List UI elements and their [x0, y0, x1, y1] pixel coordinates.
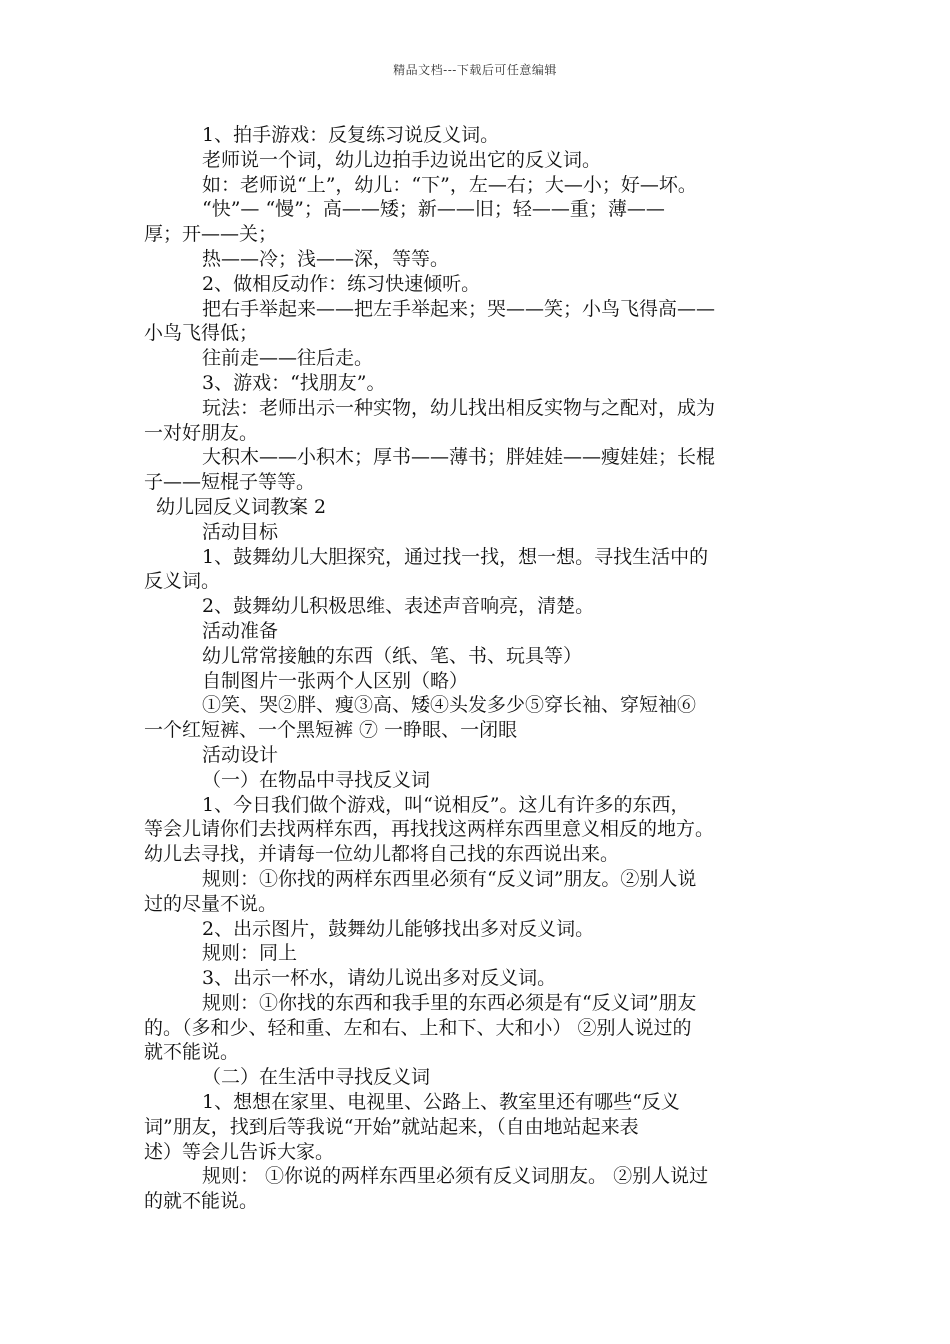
- text-line: “快”— “慢”；高——矮；新——旧；轻——重；薄——: [202, 198, 665, 221]
- text-line: 反义词。: [144, 570, 221, 593]
- text-line: 幼儿常常接触的东西（纸、笔、书、玩具等）: [202, 644, 583, 667]
- text-line: ①笑、哭②胖、瘦③高、矮④头发多少⑤穿长袖、穿短袖⑥: [202, 694, 697, 717]
- text-line: 规则：①你找的东西和我手里的东西必须是有“反义词”朋友: [202, 991, 697, 1014]
- text-line: 的。（多和少、轻和重、左和右、上和下、大和小） ②别人说过的: [144, 1016, 692, 1039]
- text-line: 3、游戏：“找朋友”。: [202, 371, 386, 394]
- text-line: 活动准备: [202, 619, 279, 642]
- text-line: 活动目标: [202, 520, 279, 543]
- text-line: 述）等会儿告诉大家。: [144, 1140, 335, 1163]
- text-line: 小鸟飞得低；: [144, 322, 259, 345]
- text-line: 自制图片一张两个人区别（略）: [202, 669, 469, 692]
- text-line: 规则：①你找的两样东西里必须有“反义词”朋友。②别人说: [202, 867, 697, 890]
- text-line: 幼儿园反义词教案 2: [156, 495, 327, 518]
- text-line: 一个红短裤、一个黑短裤 ⑦ 一睁眼、一闭眼: [144, 719, 518, 742]
- text-line: 一对好朋友。: [144, 421, 259, 444]
- text-line: 2、做相反动作：练习快速倾听。: [202, 272, 481, 295]
- text-line: 1、拍手游戏：反复练习说反义词。: [202, 124, 500, 146]
- text-line: 热——冷；浅——深，等等。: [202, 247, 450, 270]
- page-header: 精品文档---下载后可任意编辑: [393, 63, 557, 77]
- text-line: 2、鼓舞幼儿积极思维、表述声音响亮，清楚。: [202, 595, 595, 618]
- text-line: 的就不能说。: [144, 1190, 259, 1213]
- text-line: 词”朋友，找到后等我说“开始”就站起来，（自由地站起来表: [144, 1115, 639, 1138]
- text-line: 规则：同上: [202, 942, 298, 965]
- text-line: 过的尽量不说。: [144, 892, 278, 915]
- text-line: 3、出示一杯水，请幼儿说出多对反义词。: [202, 967, 557, 990]
- text-line: 把右手举起来——把左手举起来；哭——笑；小鸟飞得高——: [202, 297, 716, 320]
- text-line: 玩法：老师出示一种实物，幼儿找出相反实物与之配对，成为: [202, 396, 716, 419]
- text-line: 等会儿请你们去找两样东西，再找找这两样东西里意义相反的地方。: [144, 818, 715, 841]
- text-line: 幼儿去寻找，并请每一位幼儿都将自己找的东西说出来。: [144, 843, 620, 866]
- document-body: [144, 123, 814, 1214]
- text-line: 大积木——小积木；厚书——薄书；胖娃娃——瘦娃娃；长棍: [202, 446, 716, 469]
- text-line: 往前走——往后走。: [202, 347, 374, 370]
- text-line: 子——短棍子等等。: [144, 471, 316, 494]
- text-line: 2、出示图片，鼓舞幼儿能够找出多对反义词。: [202, 917, 595, 940]
- text-line: 1、鼓舞幼儿大胆探究，通过找一找，想一想。寻找生活中的: [202, 545, 709, 568]
- text-line: 就不能说。: [144, 1041, 240, 1064]
- text-line: （二）在生活中寻找反义词: [202, 1066, 431, 1089]
- text-line: 1、今日我们做个游戏，叫“说相反”。这儿有许多的东西，: [202, 793, 690, 816]
- text-line: 规则： ①你说的两样东西里必须有反义词朋友。 ②别人说过: [202, 1165, 709, 1188]
- text-line: 活动设计: [202, 743, 279, 766]
- text-line: 1、想想在家里、电视里、公路上、教室里还有哪些“反义: [202, 1091, 680, 1114]
- text-line: 老师说一个词，幼儿边拍手边说出它的反义词。: [202, 148, 602, 171]
- text-line: 如：老师说“上”，幼儿：“下”，左—右；大—小；好—坏。: [202, 173, 697, 196]
- text-line: （一）在物品中寻找反义词: [202, 768, 431, 791]
- text-line: 厚；开——关；: [144, 223, 278, 246]
